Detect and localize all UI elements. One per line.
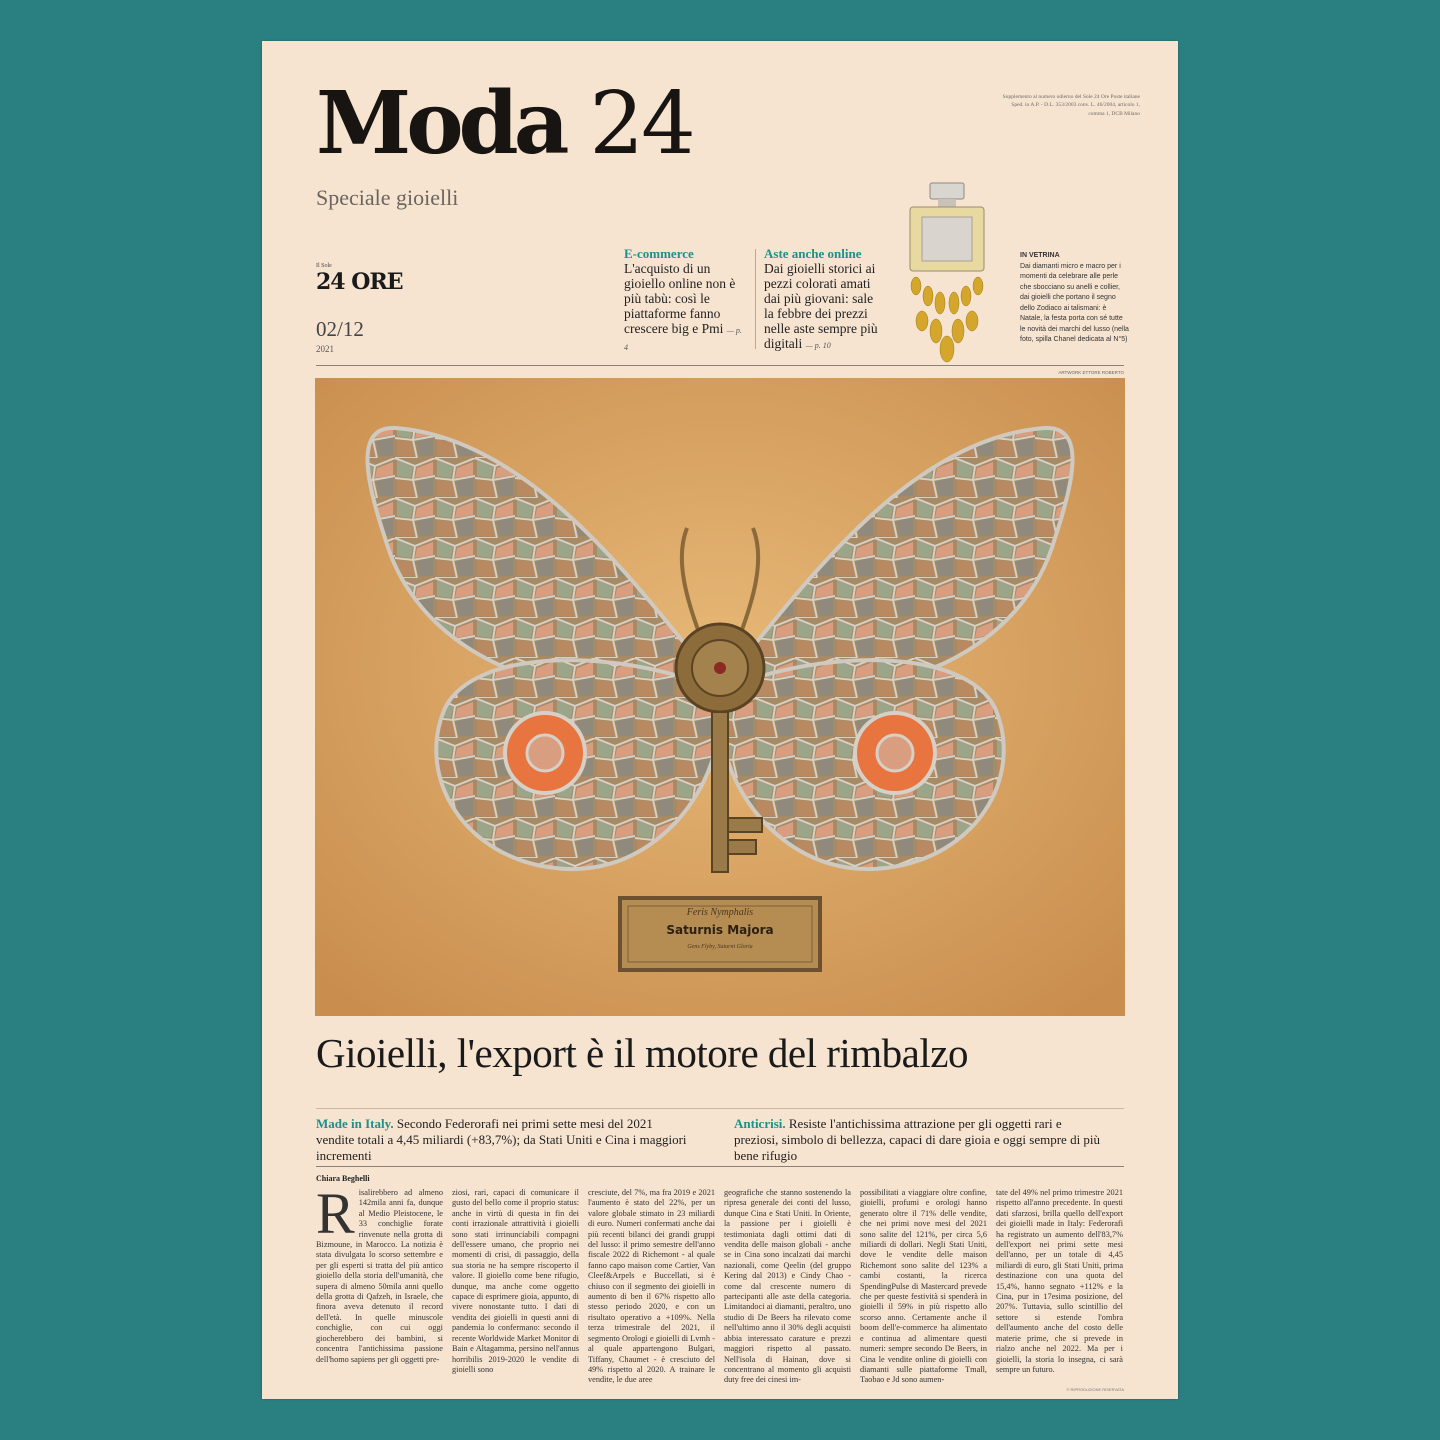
deck-made-in-italy: Made in Italy. Secondo Federorafi nei primi sette mesi del 2021 vendite totali a 4,45 miliardi (+83,7%); da Stati Uniti e Cina i maggiori incrementi bbox=[316, 1116, 687, 1163]
rule bbox=[316, 1166, 1124, 1167]
teaser-ecommerce[interactable] bbox=[624, 246, 744, 355]
teaser-page: — p. 10 bbox=[805, 341, 831, 350]
legal-notice: Supplemento al numero odierno del Sole 24 Ore Poste italiane Sped. in A.P. - D.L. 353/2003 conv. L. 46/2004, articolo 1, comma 1, DCB Milano bbox=[1002, 94, 1140, 117]
teaser-text: Dai gioielli storici ai pezzi colorati amati dai più giovani: sale la febbre dei prezzi nelle aste sempre più digitali bbox=[764, 261, 878, 351]
article-column-2: ziosi, rari, capaci di comunicare il gusto del bello come il proprio status: anche in virtù di questa in fin dei conti irrazionale attrattività i gioielli sono stati irrinunciabili compagni dell'essere umano, che proprio nei momenti di crisi, di passaggio, della sua storia ne ha sempre riscoperto il valore. Il gioiello come bene rifugio, dunque, ma anche come oggetto capace di esprimere gioia, appunto, di vivere nonostante tutto. I dati di vendita dei gioielli in questi anni di pandemia lo confermano: secondo il recente Worldwide Market Monitor di Bain e Altagamma, persino nell'annus horribilis 2019-2020 le vendite di gioielli sono bbox=[452, 1188, 579, 1374]
vetrina-title: IN VETRINA bbox=[1020, 252, 1060, 259]
plaque-line1: Feris Nymphalis bbox=[686, 907, 754, 918]
article-column-3: cresciute, del 7%, ma fra 2019 e 2021 l'aumento è stato del 22%, per un valore globale stimato in 23 miliardi di euro. Numeri confermati anche dai più recenti bilanci dei grandi gruppi del lusso: il primo semestre dell'anno fiscale 2022 di Richemont - al quale fanno capo maison come Cartier, Van Cleef&Arpels e Buccellati, si è chiuso con il segmento dei gioielli in aumento di ben il 67% rispetto allo stesso periodo 2020, e con un risultato operativo a +109%. Nella terza trimestrale del 2021, il segmento Orologi e gioielli di Lvmh - al quale appartengono Bulgari, Tiffany, Chaumet - è cresciuto del 49% rispetto al 2020. A trainare le vendite, le due aree bbox=[588, 1188, 715, 1385]
byline: Chiara Beghelli bbox=[316, 1174, 370, 1183]
section-subtitle: Speciale gioielli bbox=[316, 185, 459, 210]
teaser-text: L'acquisto di un gioiello online non è più tabù: così le piattaforme fanno crescere big e Pmi bbox=[624, 261, 736, 336]
plaque-line3: Gens Flyby, Saturni Gloria bbox=[687, 944, 753, 950]
vetrina-text: Dai diamanti micro e macro per i momenti da celebrare alle perle che sbocciano su anelli e collier, dai gioielli che portano il segno dello Zodiaco ai talismani: è Natale, la festa porta con sé tutte le novità dei marchi del lusso (nella foto, spilla Chanel dedicata al N°5) bbox=[1020, 262, 1129, 343]
teaser-title: E-commerce bbox=[624, 246, 694, 261]
teaser-aste[interactable] bbox=[764, 246, 884, 353]
article-column-1: Risalirebbero ad almeno 142mila anni fa, dunque al Medio Pleistocene, le 33 conchiglie forate rinvenute nella grotta di Bizmoune, in Marocco. La notizia è stata divulgata lo scorso settembre e per gli esperti si tratta del più antico gioiello della storia dell'umanità, che supera di almeno 50mila anni quello della grotta di Qafzeh, in Israele, che finora aveva detenuto il record dell'età. In quelle minuscole conchiglie, con cui oggi giocherebbero dei bambini, si concentra l'antichissima passione dell'homo sapiens per gli oggetti pre- bbox=[316, 1181, 443, 1364]
rule bbox=[316, 365, 1124, 366]
chanel-brooch-image bbox=[902, 181, 992, 366]
in-vetrina-box bbox=[1020, 251, 1130, 346]
drop-cap: R bbox=[316, 1181, 355, 1246]
issue-year: 2021 bbox=[316, 344, 334, 354]
artwork-credit: ARTWORK ETTORE ROBERTO bbox=[1058, 370, 1124, 375]
butterfly-key-illustration bbox=[315, 378, 1125, 1016]
teaser-title: Aste anche online bbox=[764, 246, 862, 261]
article-column-4: geografiche che stanno sostenendo la ripresa generale dei conti del lusso, dunque Cina e Stati Uniti. In Oriente, la passione per i gioielli è testimoniata dagli ottimi dati di vendita delle maison globali - anche se in Cina sono incalzati dai marchi nazionali, come Qeelin (del gruppo Kering dal 2013) e Cindy Chao - come dal crescente numero di partecipanti alle aste della categoria. Limitandoci ai diamanti, peraltro, uno studio di De Beers ha rilevato come nell'ultimo anno il 30% degli acquisti abbia interessato carature e prezzi maggiori rispetto al passato. Nell'isola di Hainan, dove si concentrano al momento gli acquisti duty free dei cinesi im- bbox=[724, 1188, 851, 1385]
logo-prefix: Il Sole bbox=[316, 263, 332, 269]
article-column-5: possibilitati a viaggiare oltre confine, gioielli, profumi e orologi hanno generato oltre il 71% delle vendite, che nei primi nove mesi del 2021 sono salite del 121%, per circa 5,6 miliardi di dollari. Negli Stati Uniti, dove le vendite delle maison Richemont sono salite del 123% a cambi costanti, la ricerca SpendingPulse di Mastercard prevede che per queste festività si spenderà in gioielli il 59% in più rispetto allo scorso anno. Certamente anche il boom dell'e-commerce ha alimentato e continua ad alimentare questi numeri: sempre secondo De Beers, in Cina le vendite online di gioielli con diamanti sulle piattaforme Tmall, Taobao e Jd sono aumen- bbox=[860, 1188, 987, 1385]
main-headline[interactable]: Gioielli, l'export è il motore del rimbalzo bbox=[316, 1030, 968, 1076]
rule bbox=[316, 1108, 1124, 1109]
copyright: © RIPRODUZIONE RISERVATA bbox=[1066, 1387, 1124, 1392]
newspaper-page bbox=[262, 41, 1178, 1399]
issue-date: 02/12 bbox=[316, 317, 364, 341]
plaque-line2: Saturnis Majora bbox=[666, 923, 774, 937]
article-column-6: tate del 49% nel primo trimestre 2021 rispetto all'anno precedente. In questi dati sfarzosi, brilla quello dell'export dei gioielli made in Italy: Federorafi ha registrato un aumento dell'83,7% dell'export nei primi sette mesi dell'anno, per un totale di 4,45 miliardi di euro, gli Stati Uniti, prima destinazione con una quota del 15,4%, hanno segnato +112% e la Cina, pur in 17esima posizione, del 207%. Tuttavia, sullo scintillio del settore si estende l'ombra dell'aumento anche del costo delle materie prime, che si prevede in rialzo anche nel 2022. Ma per i gioielli, la storia lo insegna, ci sarà sempre un futuro. bbox=[996, 1188, 1123, 1374]
sole24ore-logo: 24 ORE bbox=[316, 269, 403, 295]
teaser-page: — p. 4 bbox=[624, 326, 742, 352]
deck-anticrisi: Anticrisi. Resiste l'antichissima attrazione per gli oggetti rari e preziosi, simbolo di bellezza, capaci di dare gioia e oggi sempre di più bene rifugio bbox=[734, 1116, 1101, 1163]
teaser-divider bbox=[755, 249, 756, 349]
masthead: Moda 24 bbox=[316, 73, 693, 174]
